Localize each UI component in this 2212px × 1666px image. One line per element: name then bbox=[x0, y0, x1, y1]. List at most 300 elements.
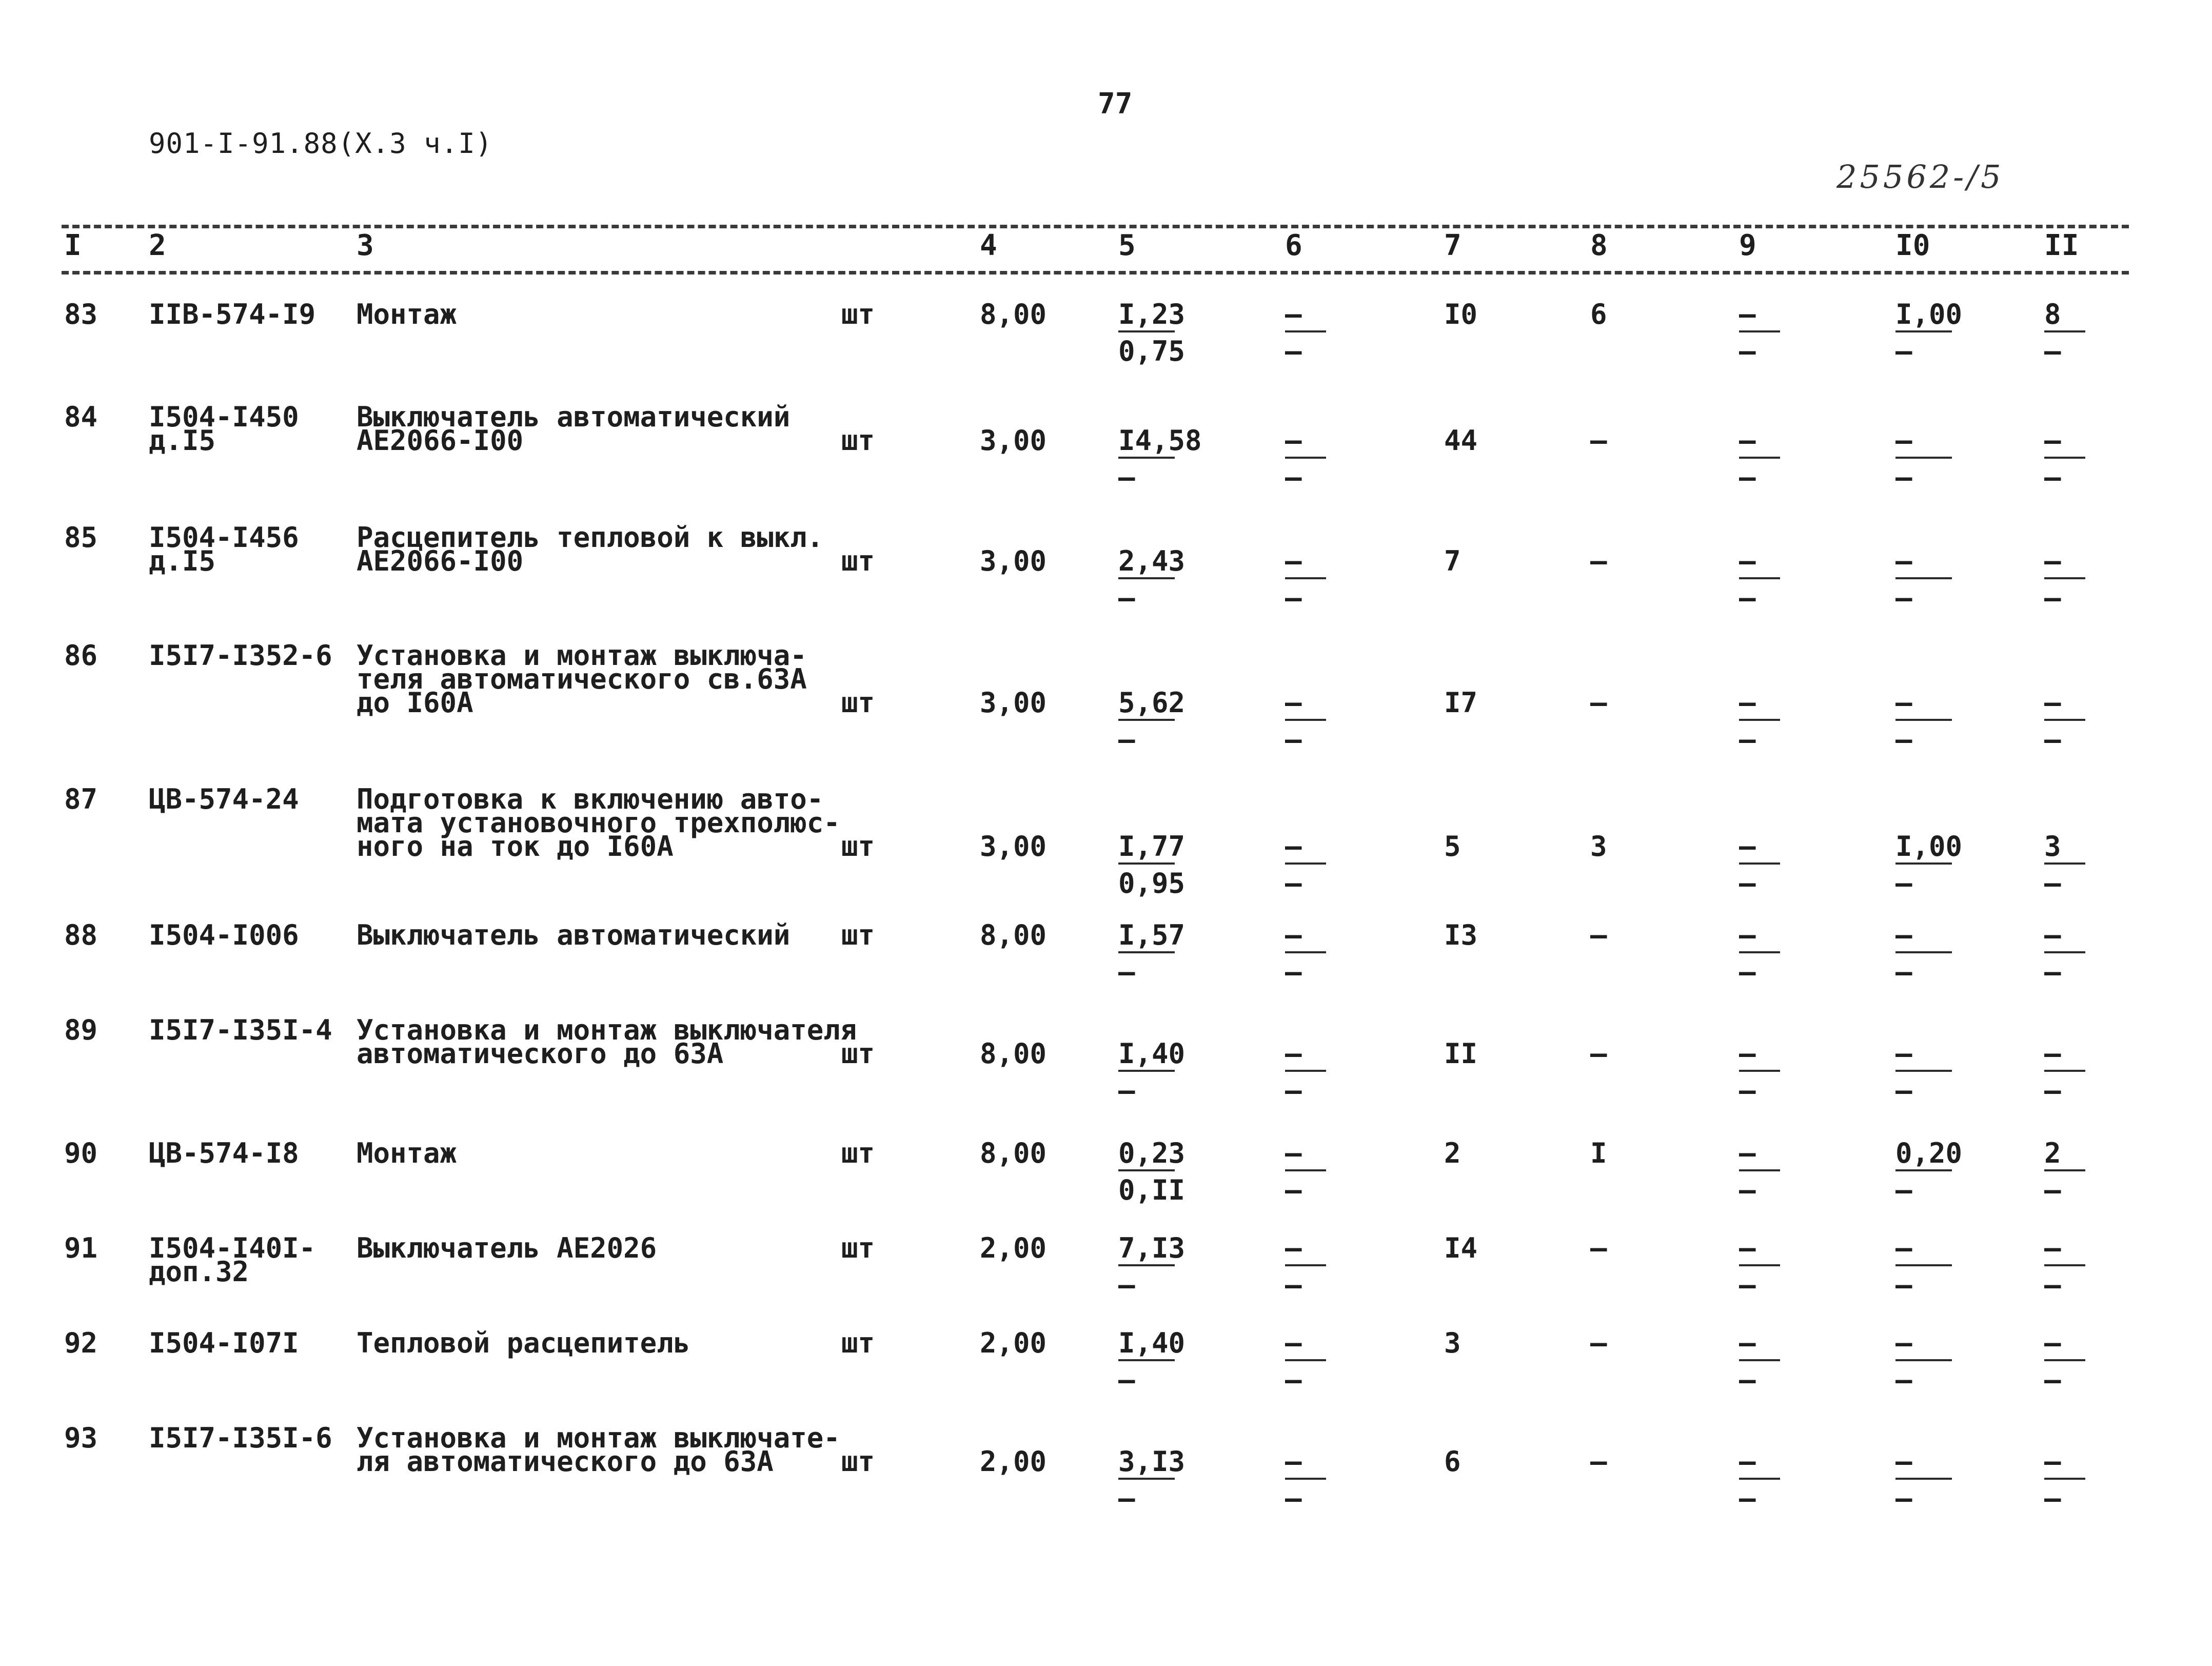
col5-fraction-numerator: 0,23 bbox=[1118, 1137, 1186, 1169]
col9-fraction-denominator: – bbox=[1739, 1174, 1756, 1206]
col6-fraction-denominator: – bbox=[1285, 1269, 1302, 1301]
col5-fraction bbox=[1118, 1445, 1186, 1515]
col11-fraction-bar bbox=[2044, 1359, 2085, 1361]
col5-fraction-denominator: 0,95 bbox=[1118, 867, 1186, 899]
col5-fraction-denominator: – bbox=[1118, 956, 1135, 988]
col9-fraction-bar bbox=[1739, 330, 1780, 332]
col11-fraction-denominator: – bbox=[2044, 956, 2061, 988]
col10-fraction-denominator: – bbox=[1895, 723, 1912, 756]
col7-value: I3 bbox=[1444, 919, 1478, 951]
col5-fraction bbox=[1118, 1232, 1186, 1301]
col10-fraction-bar bbox=[1895, 330, 1952, 332]
col7-value: I7 bbox=[1444, 687, 1478, 719]
col9-fraction-numerator: – bbox=[1739, 1232, 1756, 1264]
col10-fraction-numerator: – bbox=[1895, 545, 1912, 577]
col11-fraction-numerator: – bbox=[2044, 687, 2061, 719]
col6-fraction-numerator: – bbox=[1285, 687, 1302, 719]
col10-fraction bbox=[1895, 424, 1952, 494]
col10-fraction-denominator: – bbox=[1895, 1364, 1912, 1396]
col9-fraction bbox=[1739, 545, 1780, 614]
col10-fraction bbox=[1895, 830, 1963, 899]
col6-fraction-denominator: – bbox=[1285, 867, 1302, 899]
col10-fraction-bar bbox=[1895, 1478, 1952, 1480]
col5-fraction-denominator: 0,75 bbox=[1118, 335, 1186, 367]
col9-fraction-bar bbox=[1739, 1478, 1780, 1480]
item-unit: шт bbox=[841, 687, 875, 719]
document-code: 901-I-91.88(X.3 ч.I) bbox=[149, 127, 493, 160]
header-col-2: 2 bbox=[149, 229, 166, 262]
col6-fraction-denominator: – bbox=[1285, 582, 1302, 614]
col9-fraction-denominator: – bbox=[1739, 1269, 1756, 1301]
col11-fraction-bar bbox=[2044, 1478, 2085, 1480]
col9-fraction bbox=[1739, 1327, 1780, 1396]
col10-fraction-numerator: 0,20 bbox=[1895, 1137, 1963, 1169]
item-quantity: 3,00 bbox=[980, 830, 1047, 863]
col10-fraction-numerator: – bbox=[1895, 919, 1912, 951]
col9-fraction-bar bbox=[1739, 1169, 1780, 1171]
col9-fraction-bar bbox=[1739, 1070, 1780, 1072]
col5-fraction-denominator: – bbox=[1118, 1269, 1135, 1301]
item-code: I504-I07I bbox=[149, 1327, 299, 1359]
col6-fraction-numerator: – bbox=[1285, 1037, 1302, 1070]
col7-value: 2 bbox=[1444, 1137, 1461, 1169]
col8-value: – bbox=[1590, 1327, 1607, 1359]
col8-value: – bbox=[1590, 424, 1607, 457]
col10-fraction-denominator: – bbox=[1895, 335, 1912, 367]
col11-fraction-denominator: – bbox=[2044, 1364, 2061, 1396]
col7-value: 7 bbox=[1444, 545, 1461, 577]
item-code: I504-I450 д.I5 bbox=[149, 401, 299, 457]
col11-fraction-bar bbox=[2044, 1264, 2085, 1266]
col5-fraction-denominator: – bbox=[1118, 1482, 1135, 1515]
col6-fraction bbox=[1285, 830, 1326, 899]
item-unit: шт bbox=[841, 424, 875, 457]
col6-fraction bbox=[1285, 919, 1326, 988]
col5-fraction-bar bbox=[1118, 1478, 1175, 1480]
col6-fraction-bar bbox=[1285, 1359, 1326, 1361]
col9-fraction bbox=[1739, 1137, 1780, 1206]
col9-fraction-denominator: – bbox=[1739, 867, 1756, 899]
col10-fraction-bar bbox=[1895, 1169, 1952, 1171]
row-number: 88 bbox=[64, 919, 98, 951]
col6-fraction bbox=[1285, 1137, 1326, 1206]
col6-fraction-denominator: – bbox=[1285, 723, 1302, 756]
col10-fraction-denominator: – bbox=[1895, 582, 1912, 614]
item-code: ЦB-574-I8 bbox=[149, 1137, 299, 1169]
header-col-10: I0 bbox=[1895, 229, 1930, 262]
item-code: ЦB-574-24 bbox=[149, 783, 299, 815]
col9-fraction-denominator: – bbox=[1739, 956, 1756, 988]
col9-fraction-denominator: – bbox=[1739, 723, 1756, 756]
col5-fraction-bar bbox=[1118, 719, 1175, 721]
col6-fraction-denominator: – bbox=[1285, 1364, 1302, 1396]
col10-fraction-numerator: – bbox=[1895, 424, 1912, 457]
header-col-7: 7 bbox=[1444, 229, 1462, 262]
header-col-11: II bbox=[2044, 229, 2079, 262]
col9-fraction bbox=[1739, 298, 1780, 367]
col5-fraction bbox=[1118, 545, 1186, 614]
col10-fraction bbox=[1895, 919, 1952, 988]
col6-fraction-bar bbox=[1285, 457, 1326, 459]
header-col-5: 5 bbox=[1118, 229, 1136, 262]
col8-value: – bbox=[1590, 1037, 1607, 1070]
col11-fraction bbox=[2044, 298, 2085, 367]
item-code: I504-I456 д.I5 bbox=[149, 521, 299, 577]
handwritten-note: 25562-/5 bbox=[1836, 158, 2004, 195]
col11-fraction-numerator: – bbox=[2044, 1445, 2061, 1478]
col6-fraction-denominator: – bbox=[1285, 1174, 1302, 1206]
col10-fraction-bar bbox=[1895, 1264, 1952, 1266]
item-unit: шт bbox=[841, 1037, 875, 1070]
col11-fraction bbox=[2044, 919, 2085, 988]
page-number: 77 bbox=[1098, 87, 1133, 121]
col10-fraction-denominator: – bbox=[1895, 1269, 1912, 1301]
col5-fraction-numerator: 5,62 bbox=[1118, 687, 1186, 719]
col10-fraction-numerator: I,00 bbox=[1895, 830, 1963, 863]
col11-fraction-denominator: – bbox=[2044, 1269, 2061, 1301]
col5-fraction-numerator: I,57 bbox=[1118, 919, 1186, 951]
col6-fraction-denominator: – bbox=[1285, 1074, 1302, 1107]
col10-fraction-numerator: – bbox=[1895, 1327, 1912, 1359]
col5-fraction-denominator: – bbox=[1118, 723, 1135, 756]
col5-fraction-numerator: I,23 bbox=[1118, 298, 1186, 330]
col6-fraction-numerator: – bbox=[1285, 298, 1302, 330]
col9-fraction bbox=[1739, 424, 1780, 494]
row-number: 86 bbox=[64, 639, 98, 672]
col6-fraction-numerator: – bbox=[1285, 1327, 1302, 1359]
col10-fraction-bar bbox=[1895, 951, 1952, 953]
header-col-6: 6 bbox=[1285, 229, 1302, 262]
col5-fraction-bar bbox=[1118, 577, 1175, 579]
col8-value: – bbox=[1590, 919, 1607, 951]
col5-fraction bbox=[1118, 1327, 1186, 1396]
col6-fraction-bar bbox=[1285, 719, 1326, 721]
item-unit: шт bbox=[841, 919, 875, 951]
col10-fraction-denominator: – bbox=[1895, 867, 1912, 899]
col5-fraction bbox=[1118, 424, 1202, 494]
col6-fraction-bar bbox=[1285, 330, 1326, 332]
item-code: I5I7-I352-6 bbox=[149, 639, 332, 672]
col6-fraction bbox=[1285, 424, 1326, 494]
col11-fraction-bar bbox=[2044, 863, 2085, 865]
col11-fraction bbox=[2044, 424, 2085, 494]
col5-fraction-denominator: – bbox=[1118, 1364, 1135, 1396]
item-unit: шт bbox=[841, 1445, 875, 1478]
col9-fraction-numerator: – bbox=[1739, 545, 1756, 577]
col9-fraction-bar bbox=[1739, 951, 1780, 953]
col9-fraction-denominator: – bbox=[1739, 582, 1756, 614]
col5-fraction-denominator: – bbox=[1118, 461, 1135, 494]
col10-fraction bbox=[1895, 1037, 1952, 1107]
col10-fraction-bar bbox=[1895, 457, 1952, 459]
col11-fraction-bar bbox=[2044, 330, 2085, 332]
row-number: 92 bbox=[64, 1327, 98, 1359]
item-unit: шт bbox=[841, 1137, 875, 1169]
col5-fraction-bar bbox=[1118, 1264, 1175, 1266]
row-number: 85 bbox=[64, 521, 98, 554]
col7-value: 3 bbox=[1444, 1327, 1461, 1359]
col11-fraction-numerator: – bbox=[2044, 1327, 2061, 1359]
col11-fraction-numerator: – bbox=[2044, 919, 2061, 951]
col9-fraction-denominator: – bbox=[1739, 461, 1756, 494]
col6-fraction-bar bbox=[1285, 1264, 1326, 1266]
col9-fraction-numerator: – bbox=[1739, 687, 1756, 719]
col7-value: I4 bbox=[1444, 1232, 1478, 1264]
col11-fraction-numerator: – bbox=[2044, 545, 2061, 577]
table-header-row bbox=[0, 229, 2212, 268]
col5-fraction-numerator: I4,58 bbox=[1118, 424, 1202, 457]
item-name: Установка и монтаж выключате- ля автоматического до 63А bbox=[357, 1422, 840, 1478]
row-number: 93 bbox=[64, 1422, 98, 1454]
col6-fraction-numerator: – bbox=[1285, 919, 1302, 951]
col5-fraction bbox=[1118, 687, 1186, 756]
col11-fraction-numerator: 3 bbox=[2044, 830, 2061, 863]
col6-fraction-numerator: – bbox=[1285, 1137, 1302, 1169]
col6-fraction-numerator: – bbox=[1285, 545, 1302, 577]
item-quantity: 8,00 bbox=[980, 298, 1047, 330]
item-name: Выключатель автоматический АЕ2066-I00 bbox=[357, 401, 791, 457]
col11-fraction bbox=[2044, 687, 2085, 756]
col10-fraction-numerator: – bbox=[1895, 687, 1912, 719]
col11-fraction-denominator: – bbox=[2044, 1174, 2061, 1206]
col11-fraction bbox=[2044, 1232, 2085, 1301]
header-col-8: 8 bbox=[1590, 229, 1608, 262]
col8-value: – bbox=[1590, 1232, 1607, 1264]
row-number: 87 bbox=[64, 783, 98, 815]
col10-fraction bbox=[1895, 298, 1963, 367]
col11-fraction-denominator: – bbox=[2044, 335, 2061, 367]
item-code: I504-I006 bbox=[149, 919, 299, 951]
col6-fraction bbox=[1285, 1232, 1326, 1301]
item-quantity: 3,00 bbox=[980, 545, 1047, 577]
col6-fraction bbox=[1285, 545, 1326, 614]
col6-fraction bbox=[1285, 1445, 1326, 1515]
col11-fraction-bar bbox=[2044, 1070, 2085, 1072]
col9-fraction-bar bbox=[1739, 457, 1780, 459]
item-quantity: 8,00 bbox=[980, 919, 1047, 951]
col5-fraction-bar bbox=[1118, 863, 1175, 865]
col5-fraction-numerator: I,40 bbox=[1118, 1327, 1186, 1359]
col10-fraction-bar bbox=[1895, 577, 1952, 579]
col9-fraction-numerator: – bbox=[1739, 1037, 1756, 1070]
col10-fraction-bar bbox=[1895, 863, 1952, 865]
item-quantity: 3,00 bbox=[980, 424, 1047, 457]
col9-fraction bbox=[1739, 1232, 1780, 1301]
col10-fraction-denominator: – bbox=[1895, 956, 1912, 988]
col11-fraction-denominator: – bbox=[2044, 723, 2061, 756]
col7-value: II bbox=[1444, 1037, 1478, 1070]
col6-fraction-bar bbox=[1285, 863, 1326, 865]
row-number: 84 bbox=[64, 401, 98, 433]
col5-fraction-numerator: I,77 bbox=[1118, 830, 1186, 863]
col9-fraction-numerator: – bbox=[1739, 830, 1756, 863]
col5-fraction bbox=[1118, 919, 1186, 988]
col6-fraction-bar bbox=[1285, 951, 1326, 953]
col11-fraction bbox=[2044, 545, 2085, 614]
item-quantity: 2,00 bbox=[980, 1445, 1047, 1478]
col6-fraction-numerator: – bbox=[1285, 830, 1302, 863]
col6-fraction-bar bbox=[1285, 1169, 1326, 1171]
row-number: 91 bbox=[64, 1232, 98, 1264]
col11-fraction-bar bbox=[2044, 719, 2085, 721]
col8-value: 6 bbox=[1590, 298, 1607, 330]
col10-fraction-denominator: – bbox=[1895, 1174, 1912, 1206]
col5-fraction-numerator: 7,I3 bbox=[1118, 1232, 1186, 1264]
col5-fraction bbox=[1118, 830, 1186, 899]
row-number: 90 bbox=[64, 1137, 98, 1169]
item-name: Монтаж bbox=[357, 1137, 457, 1169]
col11-fraction bbox=[2044, 1037, 2085, 1107]
item-code: I504-I40I- доп.32 bbox=[149, 1232, 316, 1288]
col7-value: 44 bbox=[1444, 424, 1478, 457]
item-name: Выключатель автоматический bbox=[357, 919, 791, 951]
item-code: I5I7-I35I-6 bbox=[149, 1422, 332, 1454]
col8-value: – bbox=[1590, 687, 1607, 719]
col11-fraction-numerator: – bbox=[2044, 424, 2061, 457]
header-col-3: 3 bbox=[357, 229, 374, 262]
col10-fraction bbox=[1895, 1232, 1952, 1301]
item-quantity: 2,00 bbox=[980, 1327, 1047, 1359]
col11-fraction-numerator: 8 bbox=[2044, 298, 2061, 330]
col10-fraction bbox=[1895, 1327, 1952, 1396]
col6-fraction-bar bbox=[1285, 1070, 1326, 1072]
col9-fraction-bar bbox=[1739, 1264, 1780, 1266]
item-unit: шт bbox=[841, 830, 875, 863]
item-quantity: 2,00 bbox=[980, 1232, 1047, 1264]
item-unit: шт bbox=[841, 1232, 875, 1264]
col5-fraction-numerator: 2,43 bbox=[1118, 545, 1186, 577]
col5-fraction-denominator: – bbox=[1118, 1074, 1135, 1107]
col6-fraction-numerator: – bbox=[1285, 1445, 1302, 1478]
col10-fraction bbox=[1895, 1137, 1963, 1206]
col9-fraction-numerator: – bbox=[1739, 424, 1756, 457]
item-name: Подготовка к включению авто- мата установочного трехполюс- ного на ток до I60А bbox=[357, 783, 840, 863]
col5-fraction-denominator: 0,II bbox=[1118, 1174, 1186, 1206]
item-unit: шт bbox=[841, 545, 875, 577]
col10-fraction-denominator: – bbox=[1895, 1482, 1912, 1515]
col5-fraction-numerator: I,40 bbox=[1118, 1037, 1186, 1070]
col5-fraction-bar bbox=[1118, 1070, 1175, 1072]
col9-fraction-numerator: – bbox=[1739, 1445, 1756, 1478]
col9-fraction-denominator: – bbox=[1739, 335, 1756, 367]
col11-fraction bbox=[2044, 1327, 2085, 1396]
col6-fraction-numerator: – bbox=[1285, 424, 1302, 457]
col11-fraction-denominator: – bbox=[2044, 867, 2061, 899]
col11-fraction bbox=[2044, 1137, 2085, 1206]
col10-fraction-numerator: – bbox=[1895, 1232, 1912, 1264]
col10-fraction bbox=[1895, 1445, 1952, 1515]
col10-fraction-numerator: – bbox=[1895, 1445, 1912, 1478]
col11-fraction bbox=[2044, 830, 2085, 899]
item-name: Установка и монтаж выключа- теля автоматического св.63А до I60А bbox=[357, 639, 807, 719]
col5-fraction-bar bbox=[1118, 1169, 1175, 1171]
col7-value: I0 bbox=[1444, 298, 1478, 330]
col8-value: 3 bbox=[1590, 830, 1607, 863]
col9-fraction-bar bbox=[1739, 1359, 1780, 1361]
col9-fraction bbox=[1739, 687, 1780, 756]
col9-fraction bbox=[1739, 1037, 1780, 1107]
col9-fraction bbox=[1739, 830, 1780, 899]
col11-fraction-denominator: – bbox=[2044, 1074, 2061, 1107]
item-unit: шт bbox=[841, 298, 875, 330]
col6-fraction-denominator: – bbox=[1285, 335, 1302, 367]
header-col-9: 9 bbox=[1739, 229, 1756, 262]
col9-fraction-numerator: – bbox=[1739, 298, 1756, 330]
row-number: 83 bbox=[64, 298, 98, 330]
col11-fraction-bar bbox=[2044, 577, 2085, 579]
col6-fraction-bar bbox=[1285, 1478, 1326, 1480]
col6-fraction-numerator: – bbox=[1285, 1232, 1302, 1264]
col9-fraction bbox=[1739, 1445, 1780, 1515]
col9-fraction-denominator: – bbox=[1739, 1074, 1756, 1107]
col10-fraction-bar bbox=[1895, 1359, 1952, 1361]
col8-value: – bbox=[1590, 1445, 1607, 1478]
col9-fraction-numerator: – bbox=[1739, 1327, 1756, 1359]
col6-fraction bbox=[1285, 1037, 1326, 1107]
col9-fraction-bar bbox=[1739, 719, 1780, 721]
col5-fraction bbox=[1118, 298, 1186, 367]
header-col-4: 4 bbox=[980, 229, 997, 262]
col9-fraction bbox=[1739, 919, 1780, 988]
col9-fraction-numerator: – bbox=[1739, 919, 1756, 951]
item-name: Расцепитель тепловой к выкл. АЕ2066-I00 bbox=[357, 521, 824, 577]
col11-fraction-denominator: – bbox=[2044, 1482, 2061, 1515]
col10-fraction-denominator: – bbox=[1895, 461, 1912, 494]
item-name: Выключатель АЕ2026 bbox=[357, 1232, 657, 1264]
col5-fraction bbox=[1118, 1137, 1186, 1206]
col5-fraction-bar bbox=[1118, 1359, 1175, 1361]
col7-value: 5 bbox=[1444, 830, 1461, 863]
col6-fraction-bar bbox=[1285, 577, 1326, 579]
col8-value: I bbox=[1590, 1137, 1607, 1169]
col11-fraction-numerator: 2 bbox=[2044, 1137, 2061, 1169]
item-quantity: 8,00 bbox=[980, 1137, 1047, 1169]
col9-fraction-bar bbox=[1739, 577, 1780, 579]
col6-fraction-denominator: – bbox=[1285, 461, 1302, 494]
col10-fraction-numerator: I,00 bbox=[1895, 298, 1963, 330]
col11-fraction-denominator: – bbox=[2044, 582, 2061, 614]
item-unit: шт bbox=[841, 1327, 875, 1359]
col7-value: 6 bbox=[1444, 1445, 1461, 1478]
col6-fraction-denominator: – bbox=[1285, 956, 1302, 988]
col9-fraction-denominator: – bbox=[1739, 1364, 1756, 1396]
item-quantity: 8,00 bbox=[980, 1037, 1047, 1070]
item-code: I5I7-I35I-4 bbox=[149, 1014, 332, 1046]
col5-fraction bbox=[1118, 1037, 1186, 1107]
col5-fraction-bar bbox=[1118, 951, 1175, 953]
col10-fraction-bar bbox=[1895, 719, 1952, 721]
col6-fraction-denominator: – bbox=[1285, 1482, 1302, 1515]
col10-fraction-numerator: – bbox=[1895, 1037, 1912, 1070]
table-top-rule bbox=[62, 225, 2129, 228]
col6-fraction bbox=[1285, 1327, 1326, 1396]
col11-fraction-bar bbox=[2044, 1169, 2085, 1171]
col6-fraction bbox=[1285, 298, 1326, 367]
table-header-bottom-rule bbox=[62, 271, 2129, 275]
item-name: Монтаж bbox=[357, 298, 457, 330]
col5-fraction-bar bbox=[1118, 457, 1175, 459]
col11-fraction-numerator: – bbox=[2044, 1232, 2061, 1264]
col9-fraction-bar bbox=[1739, 863, 1780, 865]
item-quantity: 3,00 bbox=[980, 687, 1047, 719]
item-name: Тепловой расцепитель bbox=[357, 1327, 690, 1359]
col6-fraction bbox=[1285, 687, 1326, 756]
col9-fraction-numerator: – bbox=[1739, 1137, 1756, 1169]
item-name: Установка и монтаж выключателя автоматического до 63А bbox=[357, 1014, 857, 1070]
col10-fraction-denominator: – bbox=[1895, 1074, 1912, 1107]
col8-value: – bbox=[1590, 545, 1607, 577]
col11-fraction bbox=[2044, 1445, 2085, 1515]
